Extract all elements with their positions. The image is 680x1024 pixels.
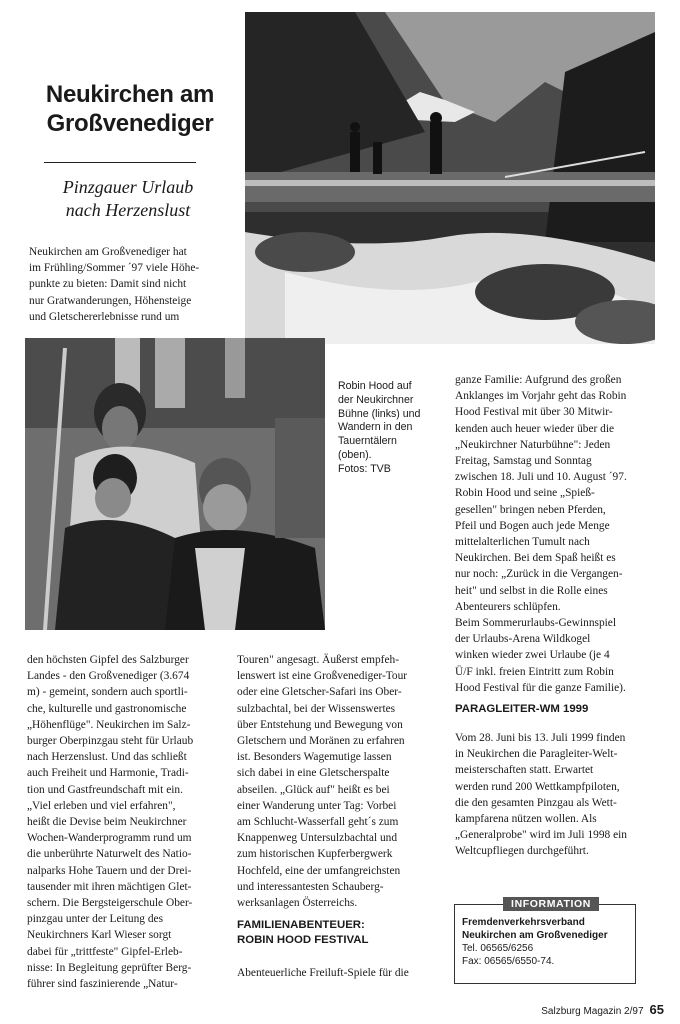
caption-line: Wandern in den	[338, 421, 413, 434]
text-line: zwischen 18. Juli und 10. August ´97.	[455, 471, 627, 484]
text-line: „Viel erleben und viel erfahren",	[27, 799, 176, 812]
text-line: am Schlucht-Wasserfall geht´s zum	[237, 816, 399, 829]
page-number: 65	[649, 1002, 664, 1017]
column-3-text	[455, 372, 653, 696]
info-fax: Fax: 06565/6550-74.	[462, 956, 555, 967]
info-telephone: Tel. 06565/6256	[462, 943, 534, 954]
subtitle-line-2: nach Herzenslust	[65, 200, 191, 220]
text-line: nur noch: „Zurück in die Vergangen-	[455, 568, 623, 581]
title-line-2: Großvenediger	[46, 110, 214, 137]
text-line: mittelalterlichen Tumult nach	[455, 536, 590, 549]
text-line: über Entstehung und Bewegung von	[237, 718, 403, 731]
text-line: pinzgau unter der Leitung des	[27, 913, 164, 926]
intro-line: Neukirchen am Großvenediger hat	[29, 246, 187, 258]
text-line: Neukirchen. Bei dem Spaß heißt es	[455, 552, 616, 565]
text-line: Hochfeld, eine der umfangreichsten	[237, 864, 401, 877]
subtitle-line-1: Pinzgauer Urlaub	[62, 177, 194, 197]
title-divider	[44, 162, 196, 163]
text-line: in Neukirchen die Paragleiter-Welt-	[455, 748, 618, 761]
intro-line: und Gletschererlebnisse rund um	[29, 310, 180, 323]
text-line: Ü/F inkl. freien Eintritt zum Robin	[455, 665, 614, 678]
text-line: heißt die Devise beim Neukirchner	[27, 816, 187, 829]
text-line: „Höhenflüge". Neukirchen im Salz-	[27, 718, 191, 731]
page-footer	[541, 1002, 664, 1017]
robin-hood-intro-text	[237, 965, 433, 981]
text-line: Landes - den Großvenediger (3.674	[27, 670, 190, 683]
text-line: Gletschern und Moränen zu erfahren	[237, 735, 405, 748]
text-line: lenswert ist eine Großvenediger-Tour	[237, 670, 408, 683]
section-heading-robin-hood	[237, 918, 433, 948]
caption-line: der Neukirchner	[338, 393, 414, 406]
heading-line: ROBIN HOOD FESTIVAL	[237, 934, 369, 946]
text-line: schern. Die Bergsteigerschule Ober-	[27, 897, 193, 910]
information-label: INFORMATION	[503, 897, 599, 911]
intro-line: im Frühling/Sommer ´97 viele Höhe-	[29, 262, 200, 275]
text-line: einer Wanderung unter Tag: Vorbei	[237, 799, 397, 812]
article-subtitle	[28, 176, 228, 222]
text-line: „Generalprobe" wird im Juli 1998 ein	[455, 829, 627, 842]
text-line: Abenteurers schlüpfen.	[455, 600, 561, 613]
text-line: Beim Sommerurlaubs-Gewinnspiel	[455, 617, 617, 630]
text-line: die den gesamten Pinzgau als Wett-	[455, 796, 617, 809]
magazine-name: Salzburg Magazin 2/97	[541, 1006, 644, 1017]
text-line: Neukirchners Karl Wieser sorgt	[27, 929, 172, 942]
text-line: Touren" angesagt. Äußerst empfeh-	[237, 654, 399, 666]
caption-line: Robin Hood auf	[338, 380, 412, 392]
text-line: gesellen" bringen neben Pferden,	[455, 503, 606, 516]
text-line: Hood Festival mit über 30 Mitwir-	[455, 406, 613, 419]
heading-line: FAMILIENABENTEUER:	[237, 919, 365, 931]
text-line: Pfeil und Bogen auch jede Menge	[455, 519, 610, 532]
paragleiter-text	[455, 730, 653, 860]
text-line: m) - gemeint, sondern auch sportli-	[27, 686, 188, 699]
text-line: Weltcupfliegen durchgeführt.	[455, 845, 589, 858]
photo-caption	[338, 380, 446, 477]
text-line: tion und Gastfreundschaft mit ein.	[27, 783, 183, 796]
column-1-text	[27, 652, 223, 992]
text-line: kampfarena nützen wollen. Als	[455, 813, 597, 826]
text-line: nalparks Hohe Tauern und der Drei-	[27, 864, 192, 877]
text-line: Vom 28. Juni bis 13. Juli 1999 finden	[455, 732, 626, 744]
text-line: ist. Besonders Wagemutige lassen	[237, 751, 392, 764]
intro-line: nur Gratwanderungen, Höhensteige	[29, 294, 192, 307]
text-line: sulzbachtal, bei der Wissenswertes	[237, 702, 396, 715]
text-line: der Urlaubs-Arena Wildkogel	[455, 633, 591, 646]
mountain-photo-drawing	[245, 12, 655, 344]
text-line: führer sind faszinierende „Natur-	[27, 978, 178, 991]
robin-hood-stage-photo	[25, 338, 325, 630]
info-org-line-1: Fremdenverkehrsverband	[462, 917, 585, 928]
text-line: sich dabei in eine Gletscherspalte	[237, 767, 390, 780]
text-line: zum historischen Kupferbergwerk	[237, 848, 393, 861]
text-line: „Neukirchner Naturbühne": Jeden	[455, 438, 611, 451]
text-line: den höchsten Gipfel des Salzburger	[27, 654, 189, 666]
text-line: nach Herzenslust. Und das schließt	[27, 751, 187, 764]
text-line: kenden auch heuer wieder über die	[455, 422, 615, 435]
caption-line: (oben).	[338, 448, 372, 461]
text-line: werksanlagen Österreichs.	[237, 897, 358, 910]
caption-line: Bühne (links) und	[338, 407, 421, 420]
column-2-text	[237, 652, 433, 911]
article-title	[30, 80, 230, 138]
text-line: Abenteuerliche Freiluft-Spiele für die	[237, 967, 409, 979]
text-line: die unberührte Naturwelt des Natio-	[27, 848, 192, 861]
intro-paragraph	[29, 244, 217, 325]
text-line: abseilen. „Glück auf" heißt es bei	[237, 783, 390, 796]
text-line: meisterschaften statt. Erwartet	[455, 764, 594, 777]
section-heading-paragleiter: PARAGLEITER-WM 1999	[455, 703, 589, 715]
text-line: tausender mit ihren mächtigen Glet-	[27, 880, 192, 893]
text-line: Anklanges im Vorjahr geht das Robin	[455, 390, 627, 403]
information-content	[462, 916, 632, 968]
text-line: winken wieder zwei Urlaube (je 4	[455, 649, 610, 662]
text-line: ganze Familie: Aufgrund des großen	[455, 374, 622, 386]
text-line: heit" und selbst in die Rolle eines	[455, 584, 608, 597]
text-line: auch Freiheit und Harmonie, Tradi-	[27, 767, 189, 780]
text-line: werden rund 200 Wettkampfpiloten,	[455, 780, 620, 793]
text-line: burger Oberpinzgau steht für Urlaub	[27, 735, 194, 748]
caption-line: Tauerntälern	[338, 435, 397, 448]
text-line: Wochen-Wanderprogramm rund um	[27, 832, 192, 845]
caption-line: Fotos: TVB	[338, 462, 391, 475]
title-line-1: Neukirchen am	[45, 81, 215, 108]
text-line: dabei für „trittfeste" Gipfel-Erleb-	[27, 945, 183, 958]
text-line: oder eine Gletscher-Safari ins Ober-	[237, 686, 402, 699]
text-line: Freitag, Samstag und Sonntag	[455, 455, 592, 468]
info-org-line-2: Neukirchen am Großvenediger	[462, 930, 608, 941]
text-line: nisse: In Begleitung geprüfter Berg-	[27, 961, 192, 974]
robin-hood-photo-drawing	[25, 338, 325, 630]
text-line: Hood Festival für die ganze Familie).	[455, 681, 626, 694]
text-line: und interessantesten Schauberg-	[237, 880, 384, 893]
mountain-bridge-photo	[245, 12, 655, 344]
text-line: Robin Hood und seine „Spieß-	[455, 487, 595, 500]
intro-line: punkte zu bieten: Damit sind nicht	[29, 278, 187, 291]
text-line: che, kulturelle und gastronomische	[27, 702, 187, 715]
text-line: Knappenweg Untersulzbachtal und	[237, 832, 398, 845]
